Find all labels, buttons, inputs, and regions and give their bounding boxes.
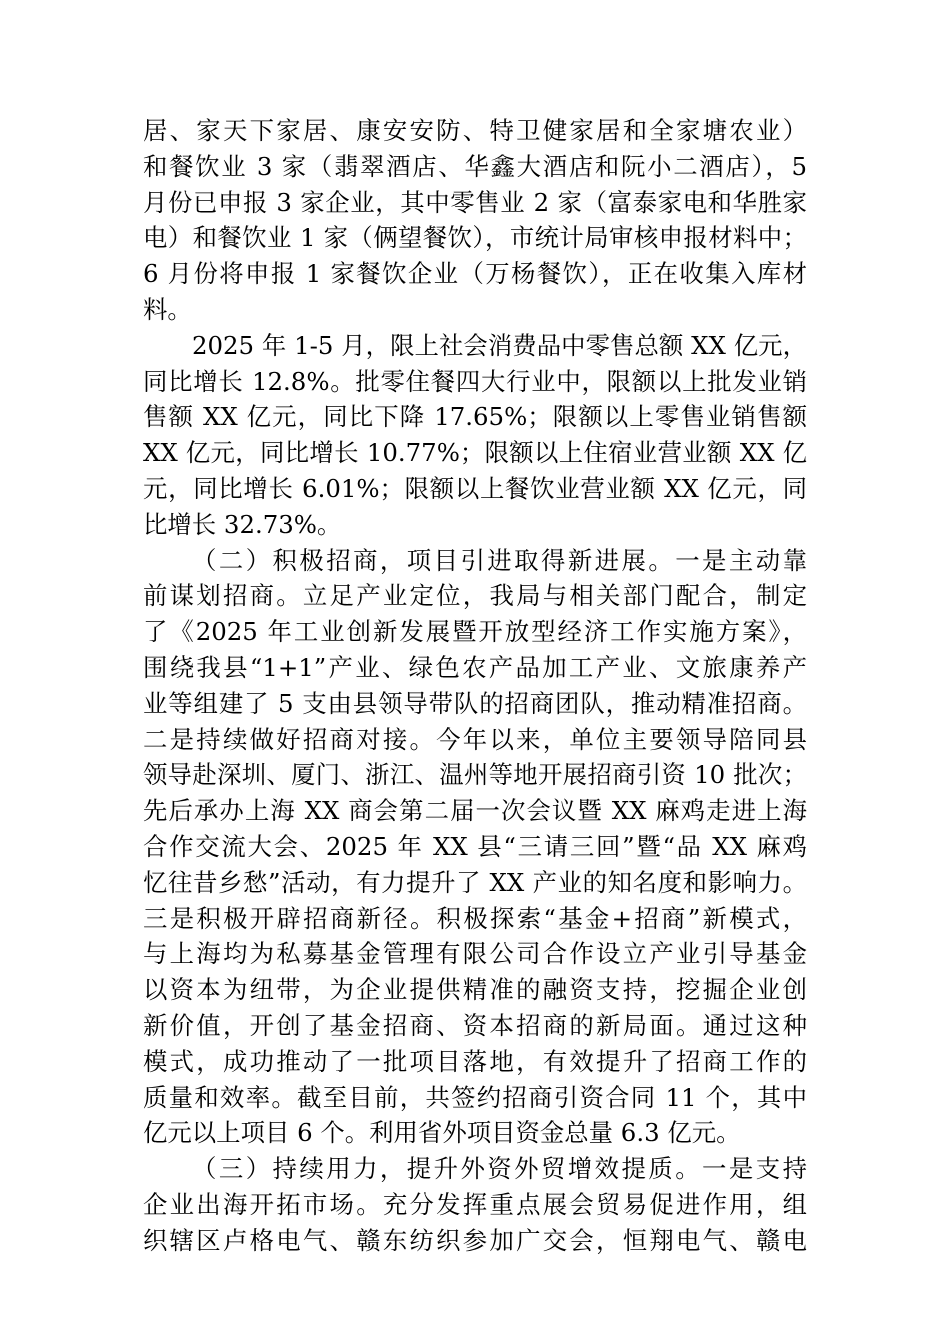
- text-line: 与上海均为私募基金管理有限公司合作设立产业引导基金: [143, 939, 807, 969]
- text-line: 忆往昔乡愁”活动，有力提升了 XX 产业的知名度和影响力。: [143, 867, 807, 897]
- text-line: 元，同比增长 6.01%；限额以上餐饮业营业额 XX 亿元，同: [143, 473, 807, 503]
- text-line: 亿元以上项目 6 个。利用省外项目资金总量 6.3 亿元。: [143, 1118, 741, 1148]
- section-heading-line: （三）持续用力，提升外资外贸增效提质。一是支持: [192, 1154, 807, 1184]
- document-body: [143, 113, 807, 1259]
- section-heading-line: （二）积极招商，项目引进取得新进展。一是主动靠: [192, 545, 807, 575]
- text-line: 织辖区卢格电气、赣东纺织参加广交会，恒翔电气、赣电: [143, 1225, 807, 1255]
- text-line: 二是持续做好招商对接。今年以来，单位主要领导陪同县: [143, 724, 807, 754]
- text-line: 料。: [143, 294, 192, 324]
- text-line: 同比增长 12.8%。批零住餐四大行业中，限额以上批发业销: [143, 366, 807, 396]
- text-line: 前谋划招商。立足产业定位，我局与相关部门配合，制定: [143, 581, 807, 611]
- text-line: 先后承办上海 XX 商会第二届一次会议暨 XX 麻鸡走进上海: [143, 796, 807, 826]
- text-line: 比增长 32.73%。: [143, 509, 342, 539]
- paragraph-foreign-trade: [143, 1151, 807, 1258]
- text-line: 质量和效率。截至目前，共签约招商引资合同 11 个，其中: [143, 1082, 807, 1112]
- text-line: 三是积极开辟招商新径。积极探索“基金+招商”新模式，: [143, 903, 807, 933]
- text-line: 电）和餐饮业 1 家（俩望餐饮），市统计局审核申报材料中；: [143, 223, 807, 253]
- text-line: 企业出海开拓市场。充分发挥重点展会贸易促进作用，组: [143, 1189, 807, 1219]
- text-line: XX 亿元，同比增长 10.77%；限额以上住宿业营业额 XX 亿: [143, 438, 807, 468]
- text-line: 围绕我县“1+1”产业、绿色农产品加工产业、文旅康养产: [143, 652, 807, 682]
- paragraph-investment-attraction: [143, 543, 807, 1152]
- text-line: 合作交流大会、2025 年 XX 县“三请三回”暨“品 XX 麻鸡: [143, 831, 807, 861]
- text-line: 以资本为纽带，为企业提供精准的融资支持，挖掘企业创: [143, 975, 807, 1005]
- paragraph-retail-enterprises: [143, 113, 807, 328]
- text-line: 了《2025 年工业创新发展暨开放型经济工作实施方案》，: [143, 617, 807, 647]
- text-line: 和餐饮业 3 家（翡翠酒店、华鑫大酒店和阮小二酒店），5: [143, 151, 807, 181]
- text-line: 新价值，开创了基金招商、资本招商的新局面。通过这种: [143, 1010, 807, 1040]
- text-line: 模式，成功推动了一批项目落地，有效提升了招商工作的: [143, 1046, 807, 1076]
- text-line: 6 月份将申报 1 家餐饮企业（万杨餐饮），正在收集入库材: [143, 259, 807, 289]
- text-line: 售额 XX 亿元，同比下降 17.65%；限额以上零售业销售额: [143, 402, 807, 432]
- text-line: 业等组建了 5 支由县领导带队的招商团队，推动精准招商。: [143, 688, 807, 718]
- text-line: 月份已申报 3 家企业，其中零售业 2 家（富泰家电和华胜家: [143, 187, 807, 217]
- text-line: 领导赴深圳、厦门、浙江、温州等地开展招商引资 10 批次；: [143, 760, 807, 790]
- text-line: 2025 年 1-5 月，限上社会消费品中零售总额 XX 亿元，: [192, 330, 807, 360]
- paragraph-consumption-statistics: [143, 328, 807, 543]
- text-line: 居、家天下家居、康安安防、特卫健家居和全家塘农业）: [143, 116, 807, 145]
